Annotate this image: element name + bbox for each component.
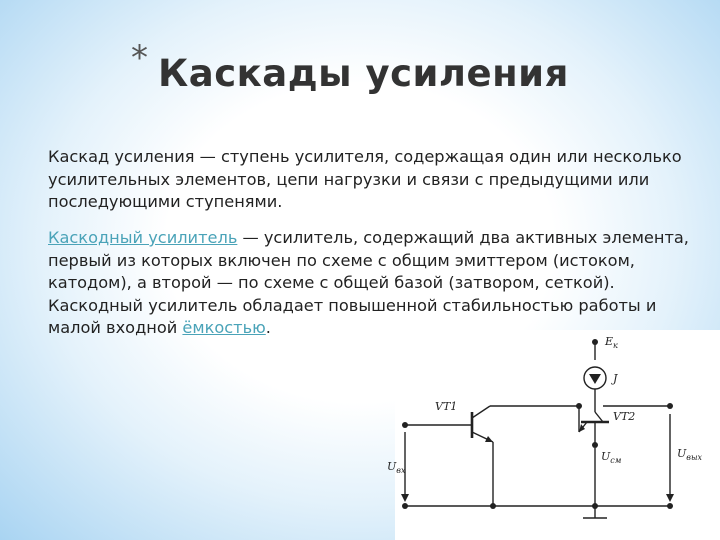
ek-label: $E_к$ (605, 335, 618, 350)
vt1-label: VT1 (435, 400, 458, 413)
vt1-collector (472, 406, 490, 418)
ground-junction (592, 503, 598, 509)
bias-terminal (592, 442, 598, 448)
paragraph-cascode-end: . (265, 318, 271, 337)
emitter-junction (490, 503, 496, 509)
cascode-amplifier-link[interactable]: Каскодный усилитель (48, 228, 238, 247)
ucm-label: $U_{см}$ (601, 450, 622, 465)
input-arrowhead-icon (401, 494, 409, 502)
output-terminal (667, 403, 673, 409)
slide-title: Каскады усиления (158, 52, 569, 95)
uin-label: $U_{вх}$ (387, 460, 406, 475)
capacitance-link[interactable]: ёмкостью (182, 318, 266, 337)
input-ground-terminal (402, 503, 408, 509)
paragraph-cascode-text: — усилитель, содержащий два активных элемента, первый из которых включен по схеме с общим эмиттером (истоком, катодом), а второй — по схеме с общей базой (затвором, сеткой). Каскодный усилитель обладает повышенной стабильностью работы и малой входной (48, 228, 689, 337)
uout-label: $U_{вых}$ (677, 447, 702, 462)
paragraph-cascode (48, 227, 708, 340)
cascode-circuit-diagram (387, 330, 720, 540)
vt2-collector (595, 412, 603, 422)
supply-terminal (592, 339, 598, 345)
output-arrowhead-icon (666, 494, 674, 502)
title-asterisk: * (131, 38, 148, 78)
paragraph-definition: Каскад усиления — ступень усилителя, содержащая один или несколько усилительных элементов, цепи нагрузки и связи с предыдущими или последующими ступенями. (48, 147, 682, 211)
input-terminal (402, 422, 408, 428)
circuit-svg (387, 330, 720, 540)
source-label: J (613, 372, 618, 385)
vt2-label: VT2 (613, 410, 636, 423)
output-ground-terminal (667, 503, 673, 509)
collector-junction (576, 403, 582, 409)
current-arrow-icon (589, 374, 601, 384)
